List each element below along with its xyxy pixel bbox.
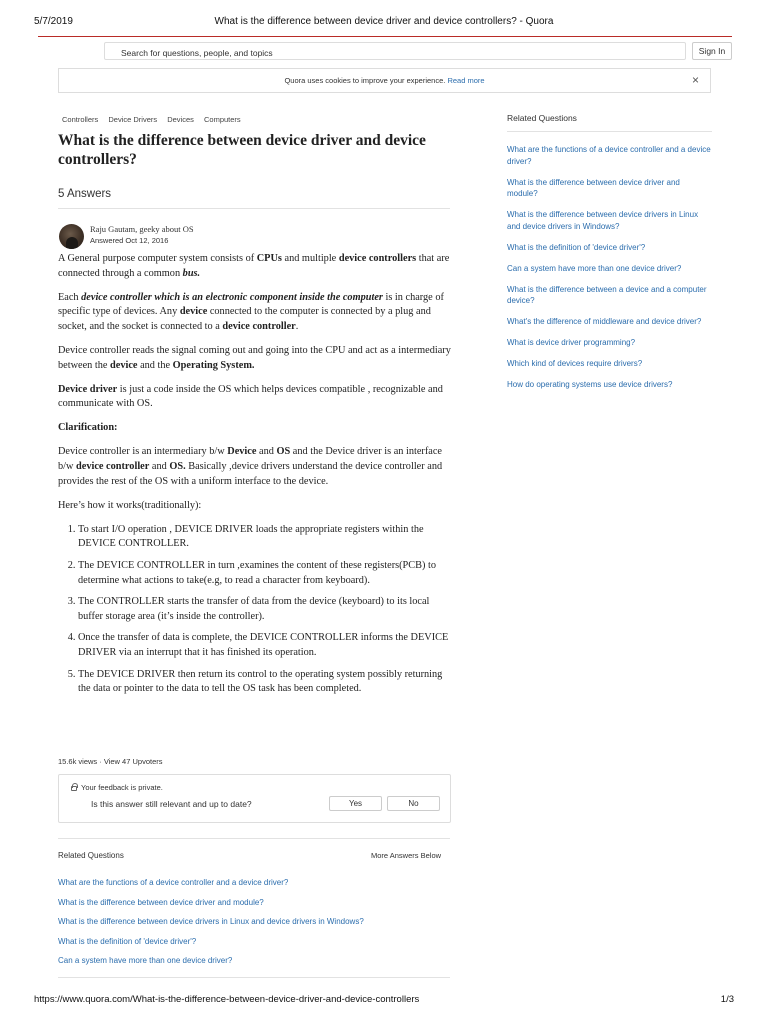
steps-list [58,523,452,697]
answer-text: and [256,446,277,458]
answers-count: 5 Answers [58,188,112,200]
list-item: 5. The DEVICE DRIVER then return its control to the operating system possibly returning the data or pointer to the data to tell the OS task has been completed. [78,668,452,697]
yes-button[interactable]: Yes [329,796,382,811]
answer-bold-italic-text: bus. [182,267,201,279]
print-url: https://www.quora.com/What-is-the-difference-between-device-driver-and-device-controllers [34,994,420,1005]
answer-text: and [149,461,170,473]
avatar[interactable] [59,224,84,249]
divider [58,838,450,839]
sidebar-heading: Related Questions [507,113,712,132]
search-bar[interactable] [104,42,686,60]
header-divider [38,36,732,37]
topic-computers[interactable]: Computers [204,115,241,124]
answer-text: Each [58,291,82,303]
print-header [34,16,734,30]
answer-bold-text: device controllers [338,253,417,264]
answer-bold-text: Device driver [58,383,118,395]
author-name[interactable]: Raju Gautam, geeky about OS [90,224,194,234]
answer-paragraph [58,344,452,373]
answer-date[interactable]: Answered Oct 12, 2016 [90,236,169,245]
answer-body [58,252,452,706]
divider [58,208,450,209]
feedback-question: Is this answer still relevant and up to date? [91,799,252,809]
answer-bold-text: Operating System. [172,359,255,371]
related-question-link[interactable]: What are the functions of a device controller and a device driver? [58,878,289,887]
answer-bold-text: device [110,359,138,371]
answer-paragraph [58,421,452,436]
more-answers-below: More Answers Below [371,851,442,860]
sidebar-question-link[interactable]: What is the definition of 'device driver'? [507,242,646,252]
cookie-banner [58,68,711,93]
answer-bold-italic-text: device controller which is an electronic component inside the computer [81,291,383,303]
sidebar-list [507,132,712,391]
answer-text: that are connected through a common [58,253,450,279]
views-upvoters[interactable]: 15.6k views · View 47 Upvoters [58,757,163,766]
list-item: 1. To start I/O operation , DEVICE DRIVER loads the appropriate registers within the DEVICE CONTROLLER. [78,523,452,552]
answer-paragraph [58,291,452,335]
topic-controllers[interactable]: Controllers [62,115,99,124]
answer-text: Basically ,device drivers understand the device controller and provides the rest of the OS with a uniform interface to the device. [58,461,443,487]
sidebar-question-link[interactable]: What are the functions of a device controller and a device driver? [507,145,711,166]
related-questions-heading: Related Questions [58,851,124,860]
answer-text: and the [137,359,173,371]
topic-devices[interactable]: Devices [167,115,194,124]
answer-bold-text: Clarification: [58,422,118,434]
answer-paragraph [58,252,452,281]
answer-text: connected to the computer is connected by a plug and socket, and the socket is connected to a [58,306,431,332]
sidebar-question-link[interactable]: What is the difference between device drivers in Linux and device drivers in Windows? [507,210,699,231]
sidebar-question-link[interactable]: What is device driver programming? [507,338,636,347]
cookie-text: Quora uses cookies to improve your experience. [284,76,446,85]
no-button[interactable]: No [387,796,440,811]
answer-bold-text: OS. [169,461,186,473]
question-title: What is the difference between device driver and device controllers? [58,132,426,168]
page-number: 1/3 [720,994,734,1005]
list-item: 3. The CONTROLLER starts the transfer of data from the device (keyboard) to its local buffer storage area (it’s inside the controller). [78,595,452,624]
related-question-link[interactable]: What is the difference between device driver and module? [58,897,264,907]
answer-text: is just a code inside the OS which helps devices compatible , recognizable and communicate with OS. [58,383,443,410]
print-date: 5/7/2019 [34,16,73,27]
close-icon[interactable]: × [691,73,699,87]
related-question-link[interactable]: Can a system have more than one device driver? [58,956,233,965]
sidebar-question-link[interactable]: What is the difference between a device and a computer device? [507,284,707,305]
lock-icon [71,786,77,791]
topic-device-drivers[interactable]: Device Drivers [108,115,158,124]
feedback-box [58,774,451,823]
topic-list [62,115,249,124]
sidebar-question-link[interactable]: Can a system have more than one device driver? [507,263,682,273]
list-item: 2. The DEVICE CONTROLLER in turn ,examines the content of these registers(PCB) to determine what actions to take(e.g, to read a character from keyboard). [78,559,452,588]
list-item: 4. Once the transfer of data is complete, the DEVICE CONTROLLER informs the DEVICE DRIVER via an interrupt that it has finished its operation. [78,631,452,660]
sign-in-button[interactable]: Sign In [692,42,732,60]
feedback-private-text: Your feedback is private. [81,783,163,792]
answer-bold-text: CPUs [256,253,282,264]
answer-bold-text: device [179,306,208,318]
answer-bold-text: Device [227,446,257,458]
answer-text: is in charge of specific type of devices. Any [58,291,444,318]
feedback-private-note [71,783,163,792]
answer-text: . [295,320,299,332]
sidebar-question-link[interactable]: Which kind of devices require drivers? [507,359,643,368]
answer-text: A General purpose computer system consists of [58,253,257,264]
read-more-link[interactable]: Read more [447,76,485,85]
sidebar-question-link[interactable]: What's the difference of middleware and device driver? [507,317,702,326]
sidebar-question-link[interactable]: What is the difference between device driver and module? [507,177,680,198]
related-question-link[interactable]: What is the difference between device drivers in Linux and device drivers in Windows? [58,917,364,926]
search-input[interactable] [105,45,685,61]
answer-text: and the Device driver is an interface b/w [58,446,442,473]
related-questions-list [58,878,364,976]
answer-text: Device controller reads the signal coming out and going into the CPU and act as a intermediary between the [58,344,451,371]
answer-paragraph [58,445,452,489]
answer-bold-text: device controller [222,320,296,332]
answer-paragraph [58,383,452,412]
divider [58,977,450,978]
sidebar-related-questions [507,113,712,400]
sidebar-question-link[interactable]: How do operating systems use device drivers? [507,380,673,389]
answer-bold-text: OS [276,446,291,458]
print-page-title: What is the difference between device driver and device controllers? - Quora [214,16,554,27]
answer-paragraph: Here’s how it works(traditionally): [58,499,202,511]
answer-text: and multiple [281,253,339,264]
answer-bold-text: device controller [76,461,150,473]
related-question-link[interactable]: What is the definition of 'device driver'? [58,936,197,946]
answer-text: Device controller is an intermediary b/w [58,446,228,458]
